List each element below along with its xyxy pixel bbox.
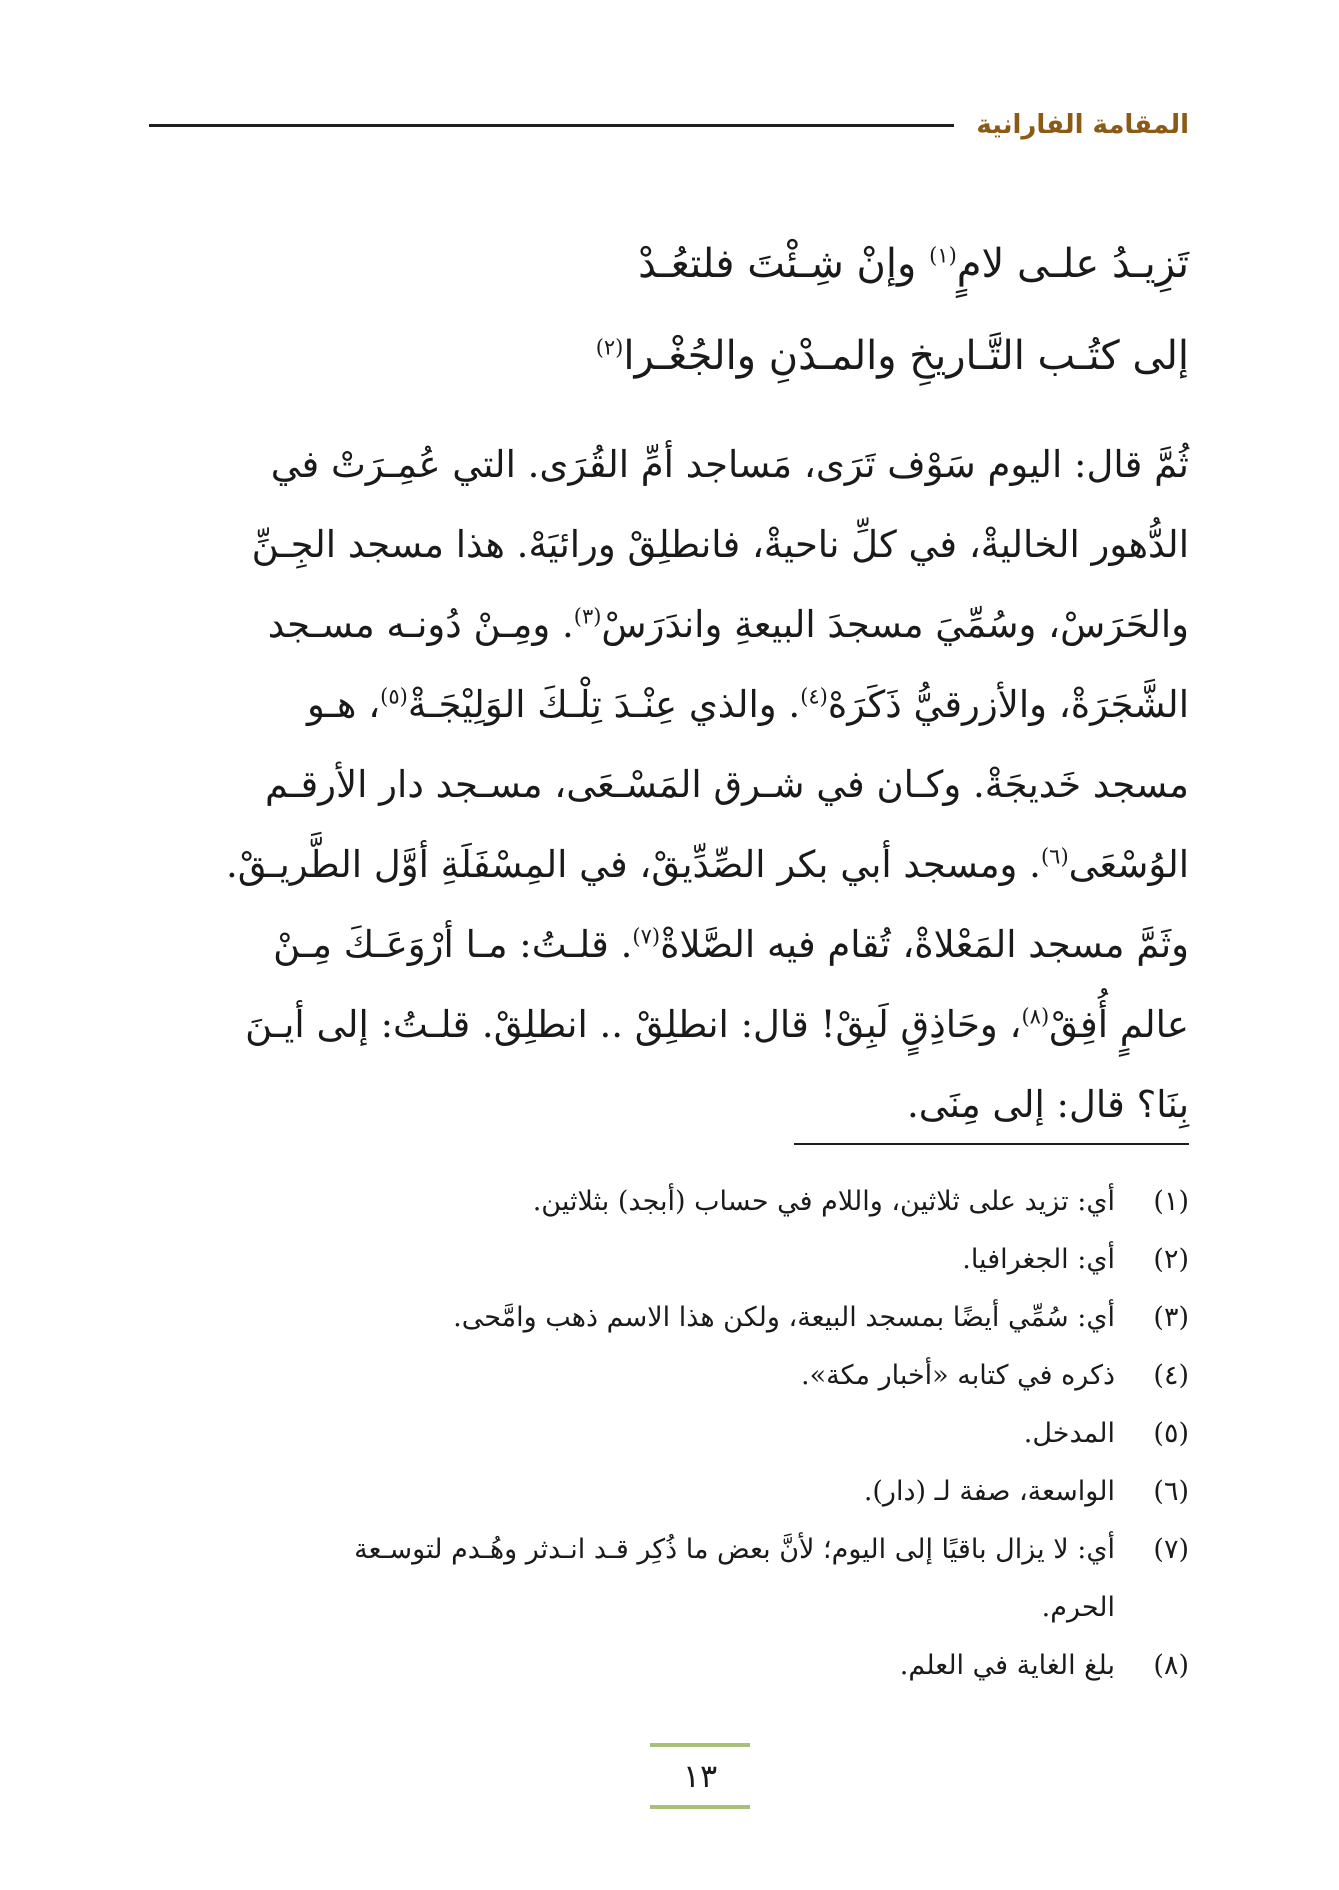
footnote-ref: (٥) xyxy=(380,684,408,709)
footnote-line: الواسعة، صفة لـ (دار). xyxy=(863,1476,1115,1507)
page-number: ١٣ xyxy=(682,1757,718,1795)
body-line xyxy=(149,585,1189,665)
body-text-run: الدُّهور الخاليةْ، في كلِّ ناحيةْ، فانطلِقْ ورائيَهْ. هذا مسجد الجِـنِّ xyxy=(251,523,1189,566)
body-line xyxy=(149,1065,1189,1145)
body-line xyxy=(149,665,1189,745)
footnote-text xyxy=(149,1405,1115,1463)
footnote-number: (٨) xyxy=(1153,1650,1189,1681)
footnote xyxy=(149,1347,1189,1405)
verse-text: وإنْ شِـئْتَ فلتعُـدْ xyxy=(638,241,930,287)
body-text-run: والحَرَسْ، وسُمِّيَ مسجدَ البيعةِ واندَرَسْ xyxy=(601,603,1189,646)
body-text-run: ، هـو xyxy=(306,683,381,726)
footnote xyxy=(149,1637,1189,1695)
footnote xyxy=(149,1289,1189,1347)
footnote-line: أي: لا يزال باقيًا إلى اليوم؛ لأنَّ بعض ما ذُكِر قـد انـدثر وهُـدم لتوسـعة xyxy=(354,1534,1115,1565)
footnote-ref: (٦) xyxy=(1040,844,1069,869)
running-title: المقامة الفارانية xyxy=(976,110,1189,140)
footnote-ref: (٤) xyxy=(800,684,828,709)
body-text xyxy=(149,425,1189,1145)
body-text-run: وثَمَّ مسجد المَعْلاةْ، تُقام فيه الصَّلاةْ xyxy=(660,923,1189,966)
body-line xyxy=(149,825,1189,905)
footnote-text xyxy=(149,1521,1115,1637)
body-line xyxy=(149,425,1189,505)
footnote-line: الحرم. xyxy=(1041,1592,1115,1623)
footnote-number: (٦) xyxy=(1153,1476,1189,1507)
footnote-line: ذكره في كتابه «أخبار مكة». xyxy=(801,1360,1115,1391)
body-line xyxy=(149,905,1189,985)
footnote xyxy=(149,1521,1189,1637)
footnote-number: (١) xyxy=(1153,1186,1189,1217)
verse-text: تَزِيـدُ علـى لامٍ xyxy=(956,241,1189,287)
footnotes xyxy=(149,1173,1189,1695)
running-header xyxy=(149,100,1189,150)
body-line xyxy=(149,745,1189,825)
body-text-run: . ومسجد أبي بكر الصِّدِّيقْ، في المِسْفَلَةِ أوَّل الطَّريـقْ. xyxy=(225,843,1041,886)
footnote-line: أي: تزيد على ثلاثين، واللام في حساب (أبجد) بثلاثين. xyxy=(532,1186,1115,1217)
footnote xyxy=(149,1231,1189,1289)
page-number-block xyxy=(650,1743,750,1809)
body-text-run: . قلـتُ: مـا أرْوَعَـكَ مِـنْ xyxy=(273,923,633,966)
footnote-line: أي: الجغرافيا. xyxy=(962,1244,1115,1275)
footnote-number: (٥) xyxy=(1153,1418,1189,1449)
footnote-ref: (٨) xyxy=(1021,1004,1050,1029)
verse-text: إلى كتُـب التَّـاريخِ والمـدْنِ والجُغْـرا xyxy=(623,333,1189,379)
footnote-separator xyxy=(794,1143,1189,1145)
poem xyxy=(149,218,1189,402)
body-text-run: . ومِـنْ دُونـه مسـجد xyxy=(267,603,574,646)
footnote-line: بلغ الغاية في العلم. xyxy=(899,1650,1115,1681)
footnote xyxy=(149,1463,1189,1521)
footnote-number: (٣) xyxy=(1153,1302,1189,1333)
footnote-ref: (٣) xyxy=(573,604,602,629)
footnote-number: (٧) xyxy=(1153,1534,1189,1565)
footnote-text xyxy=(149,1463,1115,1521)
footnote-line: المدخل. xyxy=(1023,1418,1115,1449)
footnote-number: (٢) xyxy=(1153,1244,1189,1275)
body-text-run: ، وحَاذِقٍ لَبِقْ! قال: انطلِقْ .. انطلِقْ. قلـتُ: إلى أيـنَ xyxy=(245,1003,1022,1046)
body-text-run: مسجد خَديجَةْ. وكـان في شـرق المَسْـعَى، مسـجد دار الأرقـم xyxy=(265,763,1189,806)
page-number-rule-bottom xyxy=(650,1805,750,1809)
footnote-text xyxy=(149,1173,1115,1231)
poem-verse xyxy=(149,218,1189,310)
body-text-run: عالمٍ أُفِقْ xyxy=(1049,1003,1189,1046)
footnote-line: أي: سُمِّي أيضًا بمسجد البيعة، ولكن هذا الاسم ذهب وامَّحى. xyxy=(453,1302,1115,1333)
footnote xyxy=(149,1405,1189,1463)
body-text-run: الشَّجَرَةْ، والأزرقيُّ ذَكَرَهْ xyxy=(827,683,1189,726)
footnote-number: (٤) xyxy=(1153,1360,1189,1391)
footnote-ref: (١) xyxy=(929,243,957,268)
body-text-run: الوُسْعَى xyxy=(1068,843,1189,886)
body-line xyxy=(149,505,1189,585)
header-rule xyxy=(149,124,954,127)
footnote-text xyxy=(149,1289,1115,1347)
body-text-run: . والذي عِنْـدَ تِلْـكَ الوَلِيْجَـةْ xyxy=(407,683,801,726)
footnote-ref: (٢) xyxy=(595,335,624,360)
footnote-text xyxy=(149,1231,1115,1289)
footnote-ref: (٧) xyxy=(632,924,661,949)
page-number-rule-top xyxy=(650,1743,750,1747)
body-line xyxy=(149,985,1189,1065)
body-text-run: ثُمَّ قال: اليوم سَوْف تَرَى، مَساجد أمِّ القُرَى. التي عُمِـرَتْ في xyxy=(270,443,1189,486)
poem-verse xyxy=(149,310,1189,402)
footnote-text xyxy=(149,1347,1115,1405)
footnote-text xyxy=(149,1637,1115,1695)
body-text-run: بِنَا؟ قال: إلى مِنَى. xyxy=(907,1083,1189,1126)
footnote xyxy=(149,1173,1189,1231)
